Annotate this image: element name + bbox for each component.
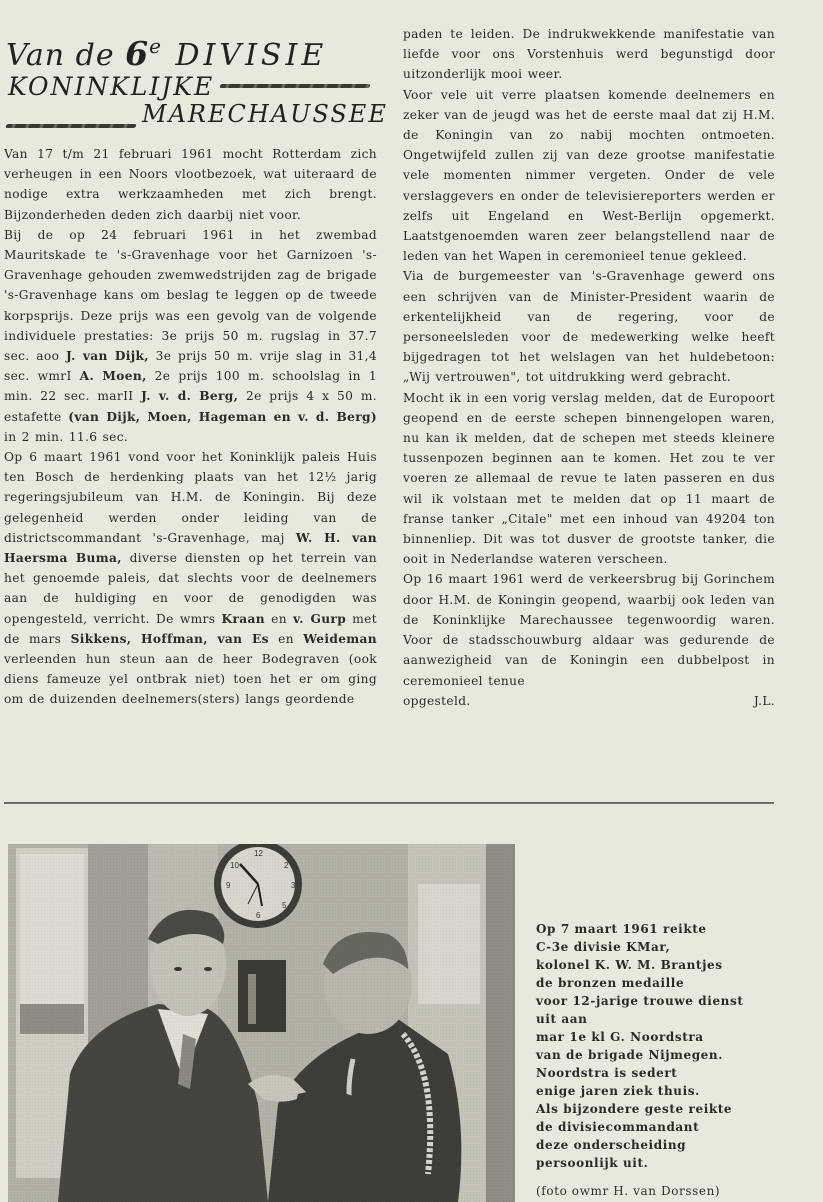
text-run: en bbox=[264, 611, 294, 626]
text-run: 2e prijs 4 x 50 m. estafette bbox=[4, 389, 378, 424]
caption-line: enige jaren ziek thuis. bbox=[536, 1084, 700, 1098]
name-highlight: W. H. van Haersma Buma, bbox=[4, 530, 377, 566]
caption-line: mar 1e kl G. Noordstra bbox=[536, 1030, 704, 1044]
photo-caption bbox=[536, 920, 796, 1172]
text-run: Op 6 maart 1961 vond voor het Koninklijk paleis Huis ten Bosch de herdenking plaats van het 12½ jarig regeringsjubileum van H.M. de Koningin. Bij deze gelegenheid werden onder leiding van de districtscommandant 's-Gravenhage, maj bbox=[4, 450, 377, 545]
flourish-ornament bbox=[5, 124, 136, 128]
caption-line: Als bijzondere geste reikte bbox=[536, 1102, 733, 1116]
text-run: en bbox=[268, 631, 304, 646]
name-highlight: Weideman bbox=[303, 631, 378, 646]
article-signoff bbox=[403, 691, 775, 711]
text-run: met de mars bbox=[4, 611, 377, 646]
masthead-prefix: Van de bbox=[6, 38, 126, 73]
text-run: Van 17 t/m 21 februari 1961 mocht Rotterdam zich verheugen in een Noors vlootbezoek, wat uiteraard de nodige extra werkzaamheden met zich brengt. Bijzonderheden deden zich daarbij niet voor. bbox=[4, 147, 377, 222]
masthead-line-2: KONINKLIJKE bbox=[8, 72, 215, 101]
caption-line: Op 7 maart 1961 reikte bbox=[536, 922, 707, 936]
caption-line: C-3e divisie KMar, bbox=[536, 940, 671, 954]
article-paragraph bbox=[403, 24, 775, 85]
name-highlight: J. v. d. Berg, bbox=[141, 389, 239, 404]
text-run: diverse diensten op het terrein van het genoemde paleis, dat slechts voor de deelnemers aan de huldiging en voor de genodigden was opengesteld, verricht. De wmrs bbox=[4, 551, 377, 626]
text-run: Mocht ik in een vorig verslag melden, dat de Europoort geopend en de eerste schepen binnengelopen waren, nu kan ik melden, dat de schepen met steeds kleinere tussenpozen beginnen aan te komen. Het zou te ver voeren ze allemaal de revue te laten passeren en dus wil ik volstaan met te melden dat op 11 maart de franse tanker „Citale" met een inhoud van 49204 ton binnenliep. Dit was tot dusver de grootste tanker, die ooit in Nederlandse wateren verscheen. bbox=[403, 390, 775, 567]
text-run: paden te leiden. De indrukwekkende manifestatie van liefde voor ons Vorstenhuis werd begunstigd door uitzonderlijk mooi weer. bbox=[403, 27, 775, 82]
caption-line: voor 12-jarige trouwe dienst bbox=[536, 994, 744, 1008]
article-column-left bbox=[4, 144, 377, 710]
text-run: in 2 min. 11.6 sec. bbox=[4, 429, 129, 444]
article-column-right bbox=[403, 24, 775, 711]
caption-line: uit aan bbox=[536, 1012, 588, 1026]
photo-credit: (foto owmr H. van Dorssen) bbox=[536, 1184, 721, 1198]
caption-line: kolonel K. W. M. Brantjes bbox=[536, 958, 723, 972]
masthead-ordinal: e bbox=[149, 34, 162, 58]
masthead-line-3: MARECHAUSSEE bbox=[142, 100, 388, 128]
text-run: Bij de op 24 februari 1961 in het zwembad Mauritskade te 's-Gravenhage voor het Garnizoen 's-Gravenhage gehouden zwemwedstrijden zag de brigade 's-Gravenhage kans om beslag te leggen op de tweede korpsprijs. Deze prijs was een gevolg van de volgende individuele prestaties: 3e prijs 50 m. rugslag in 37.7 sec. aoo bbox=[4, 227, 377, 364]
caption-line: deze onderscheiding bbox=[536, 1138, 687, 1152]
flourish-ornament bbox=[219, 84, 370, 88]
closing-line: opgesteld. bbox=[403, 693, 471, 708]
text-run: 3e prijs 50 m. vrije slag in 31,4 sec. wmrI bbox=[4, 349, 377, 384]
article-paragraph bbox=[4, 225, 377, 447]
name-highlight: v. Gurp bbox=[293, 611, 347, 626]
name-highlight: A. Moen, bbox=[79, 369, 147, 384]
section-divider bbox=[4, 802, 774, 804]
article-paragraph bbox=[403, 569, 775, 690]
text-run: verleenden hun steun aan de heer Bodegraven (ook diens fameuze yel ontbrak niet) toen het er om ging om de duizenden deelnemers(sters) langs geordende bbox=[4, 652, 377, 707]
name-highlight: (van Dijk, Moen, Hageman en v. d. Berg) bbox=[68, 409, 377, 424]
text-run: Via de burgemeester van 's-Gravenhage gewerd ons een schrijven van de Minister-President waarin de erkentelijkheid van de regering, voor de personeelsleden voor de medewerking welke heeft bijgedragen tot het welslagen van het huldebetoon: „Wij vertrouwen", tot uitdrukking werd gebracht. bbox=[403, 269, 775, 385]
photo-illustration bbox=[8, 844, 515, 1202]
article-paragraph bbox=[403, 266, 775, 387]
article-paragraph bbox=[403, 85, 775, 267]
name-highlight: J. van Dijk, bbox=[66, 349, 149, 364]
article-paragraph bbox=[4, 447, 377, 710]
text-run: Op 16 maart 1961 werd de verkeersbrug bij Gorinchem door H.M. de Koningin geopend, waarbij ook leden van de Koninklijke Marechaussee tegenwoordig waren. Voor de stadsschouwburg aldaar was gedurende de aanwezigheid van de Koningin een dubbelpost in ceremonieel tenue bbox=[403, 572, 775, 688]
caption-line: van de brigade Nijmegen. bbox=[536, 1048, 724, 1062]
article-paragraph bbox=[4, 144, 377, 225]
caption-line: de bronzen medaille bbox=[536, 976, 685, 990]
masthead-divisie: DIVISIE bbox=[161, 38, 328, 73]
caption-line: de divisiecommandant bbox=[536, 1120, 700, 1134]
name-highlight: Sikkens, Hoffman, van Es bbox=[70, 631, 269, 646]
photo-medal-ceremony bbox=[8, 844, 515, 1202]
name-highlight: Kraan bbox=[221, 611, 265, 626]
article-paragraph bbox=[403, 388, 775, 570]
masthead-line-1 bbox=[6, 34, 327, 73]
text-run: Voor vele uit verre plaatsen komende deelnemers en zeker van de jeugd was het de eerste maal dat zij H.M. de Koningin van zo nabij mochten ontmoeten. Ongetwijfeld zullen zij van deze grootse manifestatie vele momenten nimmer vergeten. Onder de vele verslaggevers en onder de televisiereporters werden er zelfs uit Engeland en West-Berlijn opgemerkt. Laatstgenoemden waren zeer belangstellend naar de leden van het Wapen in ceremonieel tenue gekleed. bbox=[403, 87, 775, 264]
masthead bbox=[2, 34, 392, 134]
author-initials: J.L. bbox=[753, 693, 775, 708]
text-run: 2e prijs 100 m. schoolslag in 1 min. 22 sec. marII bbox=[4, 369, 377, 404]
masthead-number: 6 bbox=[125, 34, 150, 73]
caption-line: persoonlijk uit. bbox=[536, 1156, 649, 1170]
caption-line: Noordstra is sedert bbox=[536, 1066, 678, 1080]
